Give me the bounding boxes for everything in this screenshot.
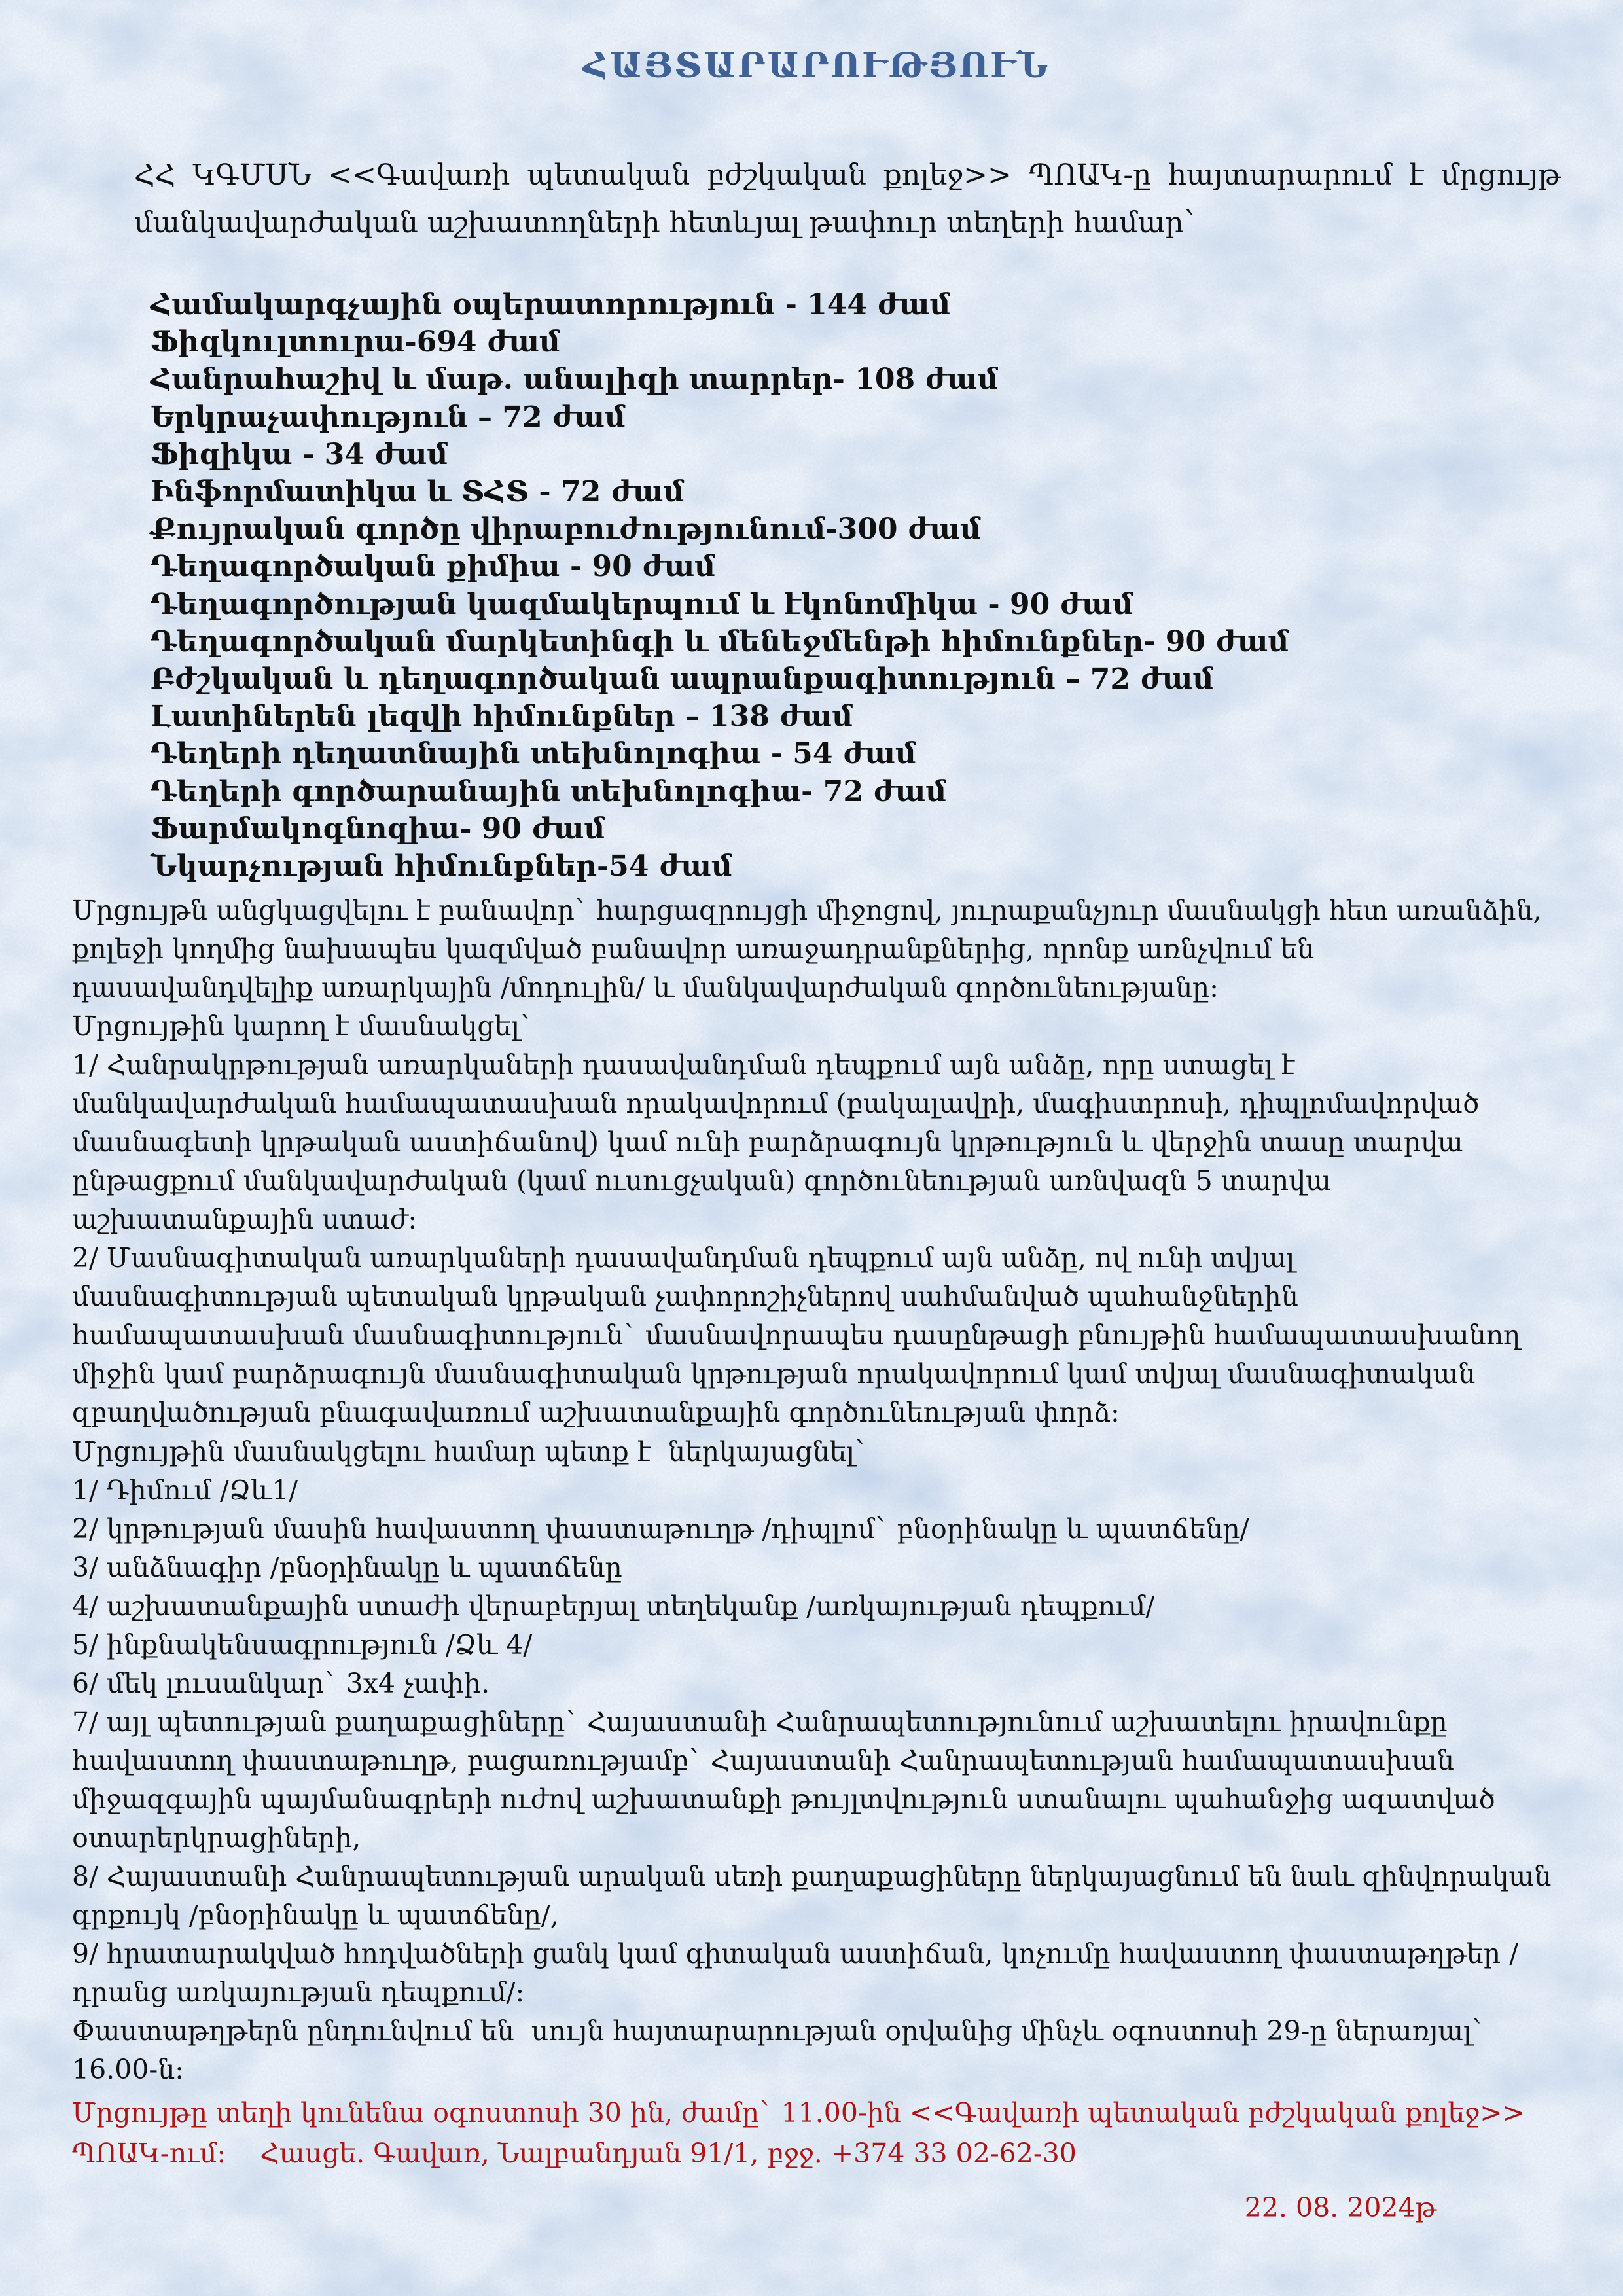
intro-paragraph: ՀՀ ԿԳՄՍՆ <<Գավառի պետական բժշկական քոլեջ>> ՊՈԱԿ-ը հայտարարում է մրցույթ մանկավարժական աշխատողների հետևյալ թափուր տեղերի համար` [134,158,1561,240]
vacancy-item: Դեղերի գործարանային տեխնոլոգիա- 72 ժամ [151,774,947,808]
notice-line: ՊՈԱԿ-ում: Հասցե. Գավառ, Նալբանդյան 91/1, բջջ. +374 33 02-62-30 [72,2137,1077,2169]
body-paragraph: 7/ այլ պետության քաղաքացիները` Հայաստանի Հանրապետությունում աշխատելու իրավունքը հավաստող փաստաթուղթ, բացառությամբ` Հայաստանի Հանրապետության համապատասխան միջազգային պայմանագրերի ուժով աշխատանքի թույլտվություն ստանալու պահանջից ազատված օտարերկրացիների, [72,1706,1504,1854]
vacancy-item: Դեղագործական քիմիա - 90 ժամ [151,550,716,584]
vacancy-item: Երկրաչափություն – 72 ժամ [151,400,626,434]
vacancy-item: Նկարչության հիմունքներ-54 ժամ [151,849,732,883]
vacancy-list [72,286,1561,885]
body-paragraph: 1/ Դիմում /Ձև1/ [72,1474,298,1506]
vacancy-item: Ինֆորմատիկա և ՏՀՏ - 72 ժամ [151,475,685,509]
date-line: 22. 08. 2024թ [1244,2192,1436,2224]
body-paragraph: 6/ մեկ լուսանկար` 3x4 չափի. [72,1667,490,1699]
body-paragraph: 5/ ինքնակենսագրություն /Ձև 4/ [72,1628,533,1660]
body-paragraphs [72,891,1561,2089]
vacancy-item: Հանրահաշիվ և մաթ. անալիզի տարրեր- 108 ժամ [151,363,999,397]
vacancy-item: Քույրական գործը վիրաբուժությունում-300 ժամ [151,512,981,547]
body-paragraph: Փաստաթղթերն ընդունվում են սույն հայտարարության օրվանից մինչև օգոստոսի 29-ը ներառյալ` 16.00-ն: [72,2015,1494,2085]
body-paragraph: 9/ հրատարակված հոդվածների ցանկ կամ գիտական աստիճան, կոչումը հավաստող փաստաթղթեր /դրանց առկայության դեպքում/: [72,1937,1518,2008]
exam-notice [72,2093,1561,2174]
body-paragraph: Մրցույթին մասնակցելու համար պետք է ներկայացնել` [72,1435,868,1467]
body-paragraph: 2/ կրթության մասին հավաստող փաստաթուղթ /դիպլոմ` բնօրինակը և պատճենը/ [72,1513,1249,1545]
vacancy-item: Ֆիզիկա - 34 ժամ [151,437,448,471]
body-paragraph: 3/ անձնագիր /բնօրինակը և պատճենը [72,1551,622,1583]
vacancy-item: Դեղագործության կազմակերպում և էկոնոմիկա - 90 ժամ [151,587,1133,621]
body-paragraph: Մրցույթն անցկացվելու է բանավոր` հարցազրույցի միջոցով, յուրաքանչյուր մասնակցի հետ առանձին, քոլեջի կողմից նախապես կազմված բանավոր առաջադրանքներից, որոնք առնչվում են դասավանդվելիք առարկային /մոդուլին/ և մանկավարժական գործունեությանը: [72,895,1550,1004]
body-paragraph: 2/ Մասնագիտական առարկաների դասավանդման դեպքում այն անձը, ով ունի տվյալ մասնագիտության պետական կրթական չափորոշիչներով սահմանված պահանջներին համապատասխան մասնագիտություն` մասնավորապես դասընթացի բնույթին համապատասխանող միջին կամ բարձրագույն մասնագիտական կրթության որակավորում կամ տվյալ մասնագիտական զբաղվածության բնագավառում աշխատանքային գործունեության փորձ: [72,1242,1529,1429]
vacancy-item: Բժշկական և դեղագործական ապրանքագիտություն – 72 ժամ [151,662,1214,696]
vacancy-item: Ֆիզկուլտուրա-694 ժամ [151,325,560,359]
body-paragraph: Մրցույթին կարող է մասնակցել` [72,1011,533,1043]
body-paragraph: 8/ Հայաստանի Հանրապետության արական սեռի քաղաքացիները ներկայացնում են նաև զինվորական գրքույկ /բնօրինակը և պատճենը/, [72,1860,1560,1931]
vacancy-item: Ֆարմակոգնոզիա- 90 ժամ [151,812,605,846]
body-paragraph: 1/ Հանրակրթության առարկաների դասավանդման դեպքում այն անձը, որը ստացել է մանկավարժական համապատասխան որակավորում (բակալավրի, մագիստրոսի, դիպլոմավորված մասնագետի կրթական աստիճանով) կամ ունի բարձրագույն կրթություն և վերջին տասը տարվա ընթացքում մանկավարժական (կամ ուսուցչական) գործունեության առնվազն 5 տարվա աշխատանքային ստաժ: [72,1049,1488,1236]
page-title: ՀԱՅՏԱՐԱՐՈՒԹՅՈՒՆ [582,46,1050,86]
notice-line: Մրցույթը տեղի կունենա օգոստոսի 30 ին, ժամը` 11.00-ին <<Գավառի պետական բժշկական քոլեջ>> [72,2097,1525,2129]
vacancy-item: Համակարգչային օպերատորություն - 144 ժամ [151,288,951,322]
body-paragraph: 4/ աշխատանքային ստաժի վերաբերյալ տեղեկանք /առկայության դեպքում/ [72,1590,1155,1622]
vacancy-item: Դեղագործական մարկետինգի և մենեջմենթի հիմունքներ- 90 ժամ [151,624,1289,658]
vacancy-item: Լատիներեն լեզվի հիմունքներ – 138 ժամ [151,700,853,734]
vacancy-item: Դեղերի դեղատնային տեխնոլոգիա - 54 ժամ [151,737,916,771]
